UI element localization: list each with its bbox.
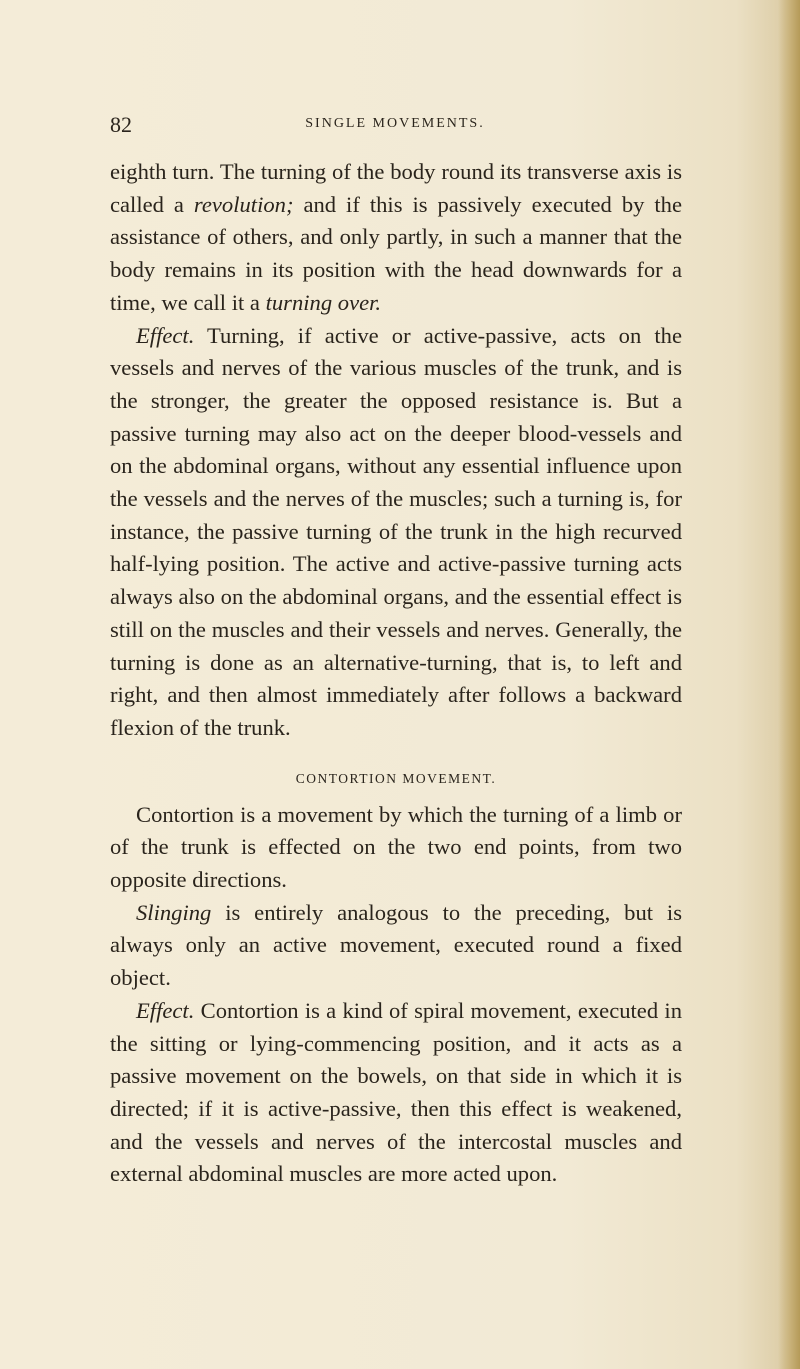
paragraph-3: Contortion is a movement by which the turning of a limb or of the trunk is effected on the two end points, from two opposite directions. [110, 801, 682, 893]
paragraph-5: Effect. Contortion is a kind of spiral movement, executed in the sitting or lying-commencing position, and it acts as a passive movement on the bowels, on that side in which it is directed; if it is active-passive, then this effect is weakened, and the vessels and nerves of the intercostal muscles and external abdominal muscles are more acted upon. [110, 997, 682, 1187]
paragraph-2: Effect. Turning, if active or active-passive, acts on the vessels and nerves of the various muscles of the trunk, and is the stronger, the greater the opposed resistance is. But a passive turning may also act on the deeper blood-vessels and on the abdominal organs, without any essential influence upon the vessels and the nerves of the muscles; such a turning is, for instance, the passive turning of the trunk in the high recurved half-lying position. The active and active-passive turning acts always also on the abdominal organs, and the essential effect is still on the muscles and their vessels and nerves. Generally, the turning is done as an alternative-turning, that is, to left and right, and then almost immediately after follows a backward flexion of the trunk. [110, 322, 682, 740]
term-slinging: Slinging [136, 899, 212, 925]
term-revolution: revolution; [193, 191, 294, 217]
running-head: SINGLE MOVEMENTS. [305, 116, 485, 131]
page-header [110, 112, 680, 142]
term-turning-over: turning over. [265, 289, 382, 315]
paragraph-4: Slinging is entirely analogous to the preceding, but is always only an active movement, executed round a fixed object. [110, 899, 682, 991]
effect-label: Effect. [136, 997, 195, 1023]
paragraph-1: eighth turn. The turning of the body round its transverse axis is called a revolution; and if this is passively executed by the assistance of others, and only partly, in such a manner that the body remains in its position with the head downwards for a time, we call it a turning over. [110, 159, 682, 315]
page-edge [778, 0, 800, 1369]
effect-label: Effect. [136, 322, 195, 348]
page-number: 82 [110, 112, 132, 137]
body-text [110, 156, 682, 1191]
section-heading: CONTORTION MOVEMENT. [295, 770, 497, 786]
